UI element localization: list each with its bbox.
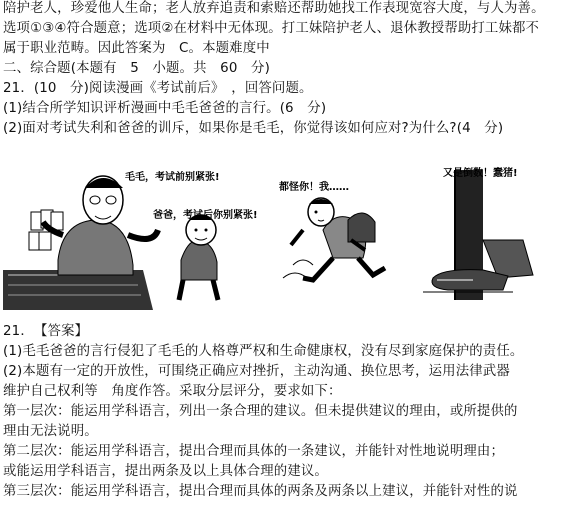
answer-line: 第二层次：能运用学科语言，提出合理而具体的一条建议，并能针对性地说明理由；	[3, 444, 505, 459]
speech-bubble-father-kick: 又是倒数！蠢猪!	[443, 168, 518, 179]
question-part: (1)结合所学知识评析漫画中毛毛爸爸的言行。(6 分)	[3, 101, 327, 116]
answer-line: (2)本题有一定的开放性，可围绕正确应对挫折，主动沟通、换位思考，运用法律武器	[3, 364, 510, 379]
answer-line: 维护自己权利等 角度作答。采取分层评分，要求如下：	[3, 384, 342, 399]
comic-panel-left	[3, 170, 258, 310]
comic-panel-right	[278, 166, 533, 300]
speech-bubble-boy: 爸爸，考试后你别紧张!	[153, 210, 258, 221]
text-line: 选项①③④符合题意；选项②在材料中无体现。打工妹陪护老人、退休教授帮助打工妹都不	[3, 21, 540, 36]
answer-line: 第三层次：能运用学科语言，提出合理而具体的两条及两条以上建议，并能针对性的说	[3, 484, 518, 499]
answer-line: 第一层次：能运用学科语言，列出一条合理的建议。但未提供建议的理由，或所提供的	[3, 404, 518, 419]
comic-illustration	[3, 150, 573, 320]
speech-bubble-boy-running: 都怪你！我……	[279, 182, 349, 193]
section-heading: 二、综合题(本题有 5 小题。共 60 分)	[3, 61, 270, 76]
answer-line: (1)毛毛爸爸的言行侵犯了毛毛的人格尊严权和生命健康权，没有尽到家庭保护的责任。	[3, 344, 524, 359]
text-line: 属于职业范畴。因此答案为 C。本题难度中	[3, 41, 270, 56]
text-line: 陪护老人，珍爱他人生命；老人放弃追责和索赔还帮助她找工作表现宽容大度，与人为善。	[3, 1, 545, 16]
speech-bubble-father: 毛毛，考试前别紧张!	[125, 172, 220, 183]
answer-line: 或能运用学科语言，提出两条及以上具体合理的建议。	[3, 464, 328, 479]
question-part: (2)面对考试失利和爸爸的训斥，如果你是毛毛，你觉得该如何应对?为什么?(4 分)	[3, 121, 504, 136]
answer-heading: 21． 【答案】	[3, 324, 89, 339]
answer-line: 理由无法说明。	[3, 424, 98, 439]
question-title: 21．(10 分)阅读漫画《考试前后》 ，回答问题。	[3, 81, 313, 96]
